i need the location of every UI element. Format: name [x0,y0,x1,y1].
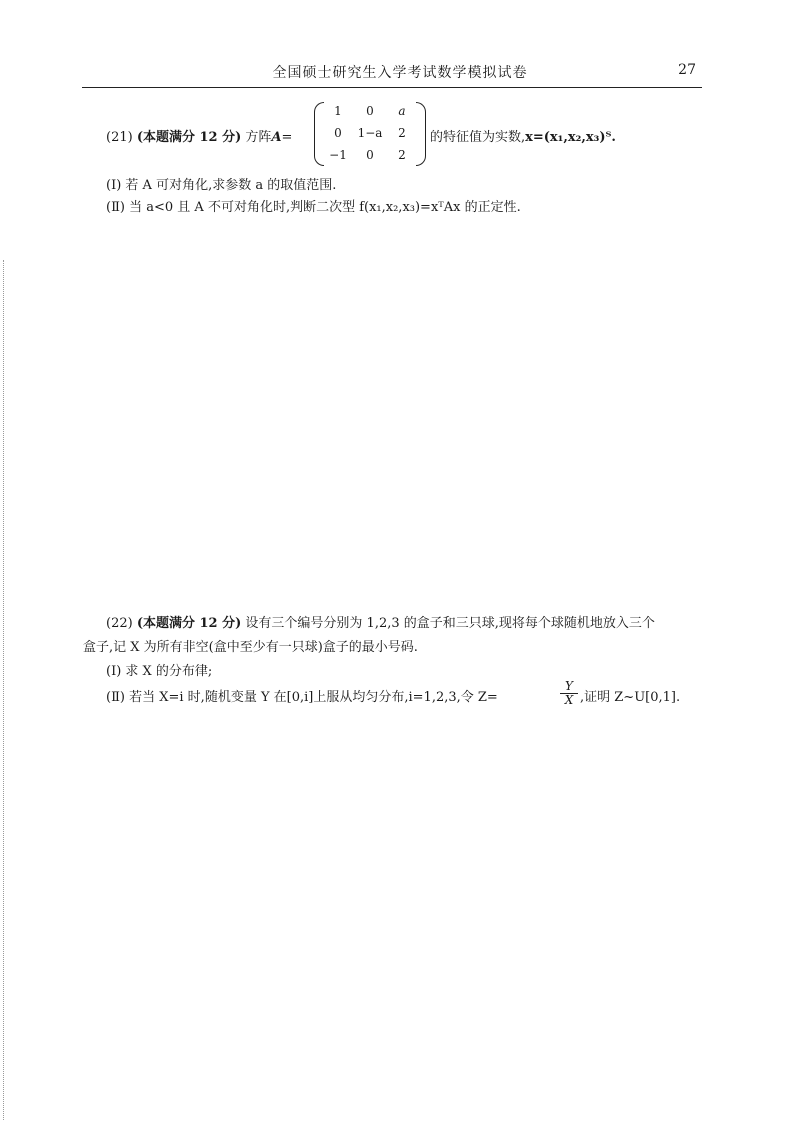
q21-intro [106,126,292,145]
q21-lead: 方阵 [245,130,272,145]
q22-part1: (Ⅰ) 求 X 的分布律; [106,664,213,679]
q22-score: (本题满分 12 分) [136,616,242,631]
matrix-cell: 2 [398,148,406,162]
q21-equals: = [281,130,293,145]
q22-line2: 盒子,记 X 为所有非空(盒中至少有一只球)盒子的最小号码. [83,640,418,655]
q21-after-matrix [430,126,616,145]
q21-matrix-var: A [271,130,282,145]
page-header-title: 全国硕士研究生入学考试数学模拟试卷 [272,65,528,81]
q22-line1 [106,612,655,631]
matrix-cell: 1−a [357,126,383,140]
fraction-denominator: X [564,693,574,707]
q21-score: (本题满分 12 分) [136,130,242,145]
q22-part2a: (Ⅱ) 若当 X=i 时,随机变量 Y 在[0,i]上服从均匀分布,i=1,2,3,令 Z= [106,690,498,705]
q21-x-def: x=(x₁,x₂,x₃)ᵀ. [525,130,616,145]
q22-fraction [560,680,578,707]
q21-number: (21) [106,130,133,145]
q21-eigen-text: 的特征值为实数, [430,130,526,145]
q22-number: (22) [106,616,133,631]
header-rule [82,87,702,88]
matrix-cell: a [398,104,406,118]
fraction-numerator: Y [560,680,578,694]
scan-margin-dots [3,260,4,1120]
matrix-cell: 2 [398,126,406,140]
matrix-cell: 1 [334,104,342,118]
q21-matrix [314,102,426,166]
q21-part1: (Ⅰ) 若 A 可对角化,求参数 a 的取值范围. [106,178,337,193]
matrix-cell: −1 [329,148,347,162]
matrix-cell: 0 [366,148,374,162]
matrix-cell: 0 [334,126,342,140]
matrix-cell: 0 [366,104,374,118]
q21-part2: (Ⅱ) 当 a<0 且 A 不可对角化时,判断二次型 f(x₁,x₂,x₃)=xᵀAx 的正定性. [106,200,521,215]
q22-text: 设有三个编号分别为 1,2,3 的盒子和三只球,现将每个球随机地放入三个 [245,616,655,631]
page-number: 27 [678,62,696,78]
q22-part2b: ,证明 Z~U[0,1]. [580,690,681,705]
